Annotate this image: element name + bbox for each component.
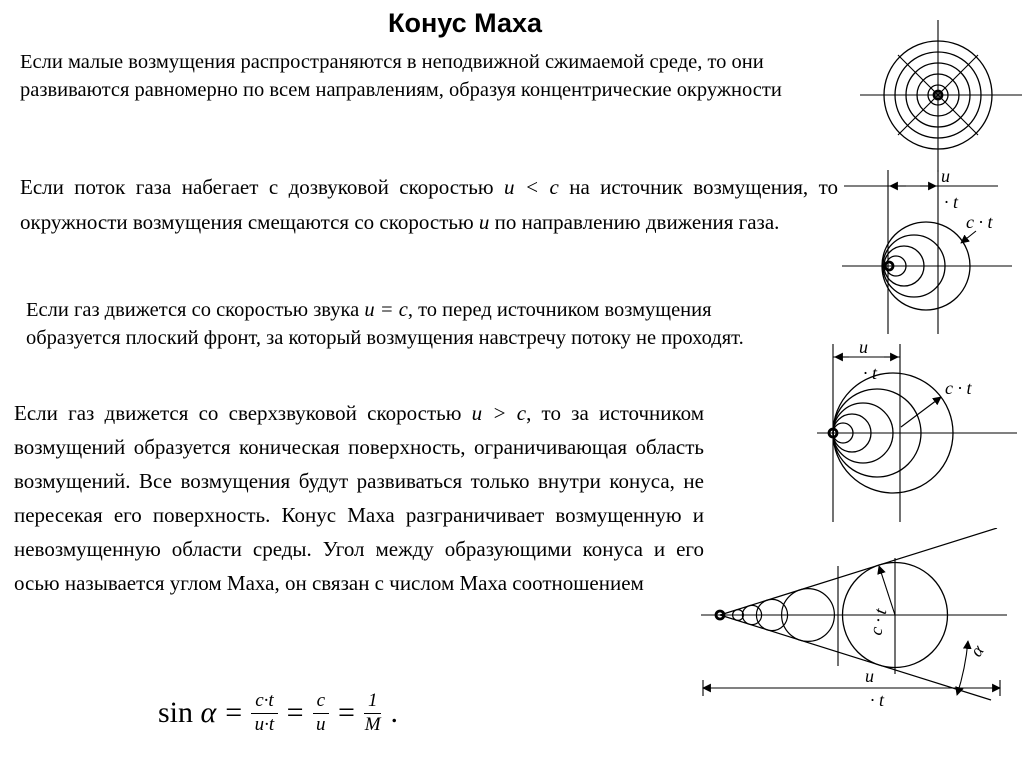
- fraction-ct-ut: [251, 690, 277, 737]
- math-run: u < c: [503, 175, 559, 199]
- equals-sign: =: [338, 696, 355, 730]
- fraction-denominator: u: [316, 713, 326, 735]
- paragraph-supersonic: [14, 396, 704, 600]
- fraction-numerator: c·t: [251, 690, 277, 714]
- equals-sign: =: [286, 696, 304, 730]
- math-run: u > c: [471, 401, 527, 425]
- sin-label: sin: [158, 696, 201, 730]
- t-label: · t: [870, 690, 885, 710]
- t-label: · t: [863, 363, 878, 383]
- period: .: [390, 696, 398, 730]
- page-title: Конус Маха: [387, 8, 542, 38]
- fraction-numerator: c: [313, 690, 329, 714]
- text-run: на источник возмущения, то окружности возмущения смещаются со скоростью: [20, 175, 838, 234]
- diagram-sonic-flow: [815, 340, 1020, 528]
- fraction-1-M: [364, 690, 382, 737]
- fraction-denominator: u·t: [254, 713, 275, 735]
- math-run: u: [478, 210, 490, 234]
- math-run: u = c: [364, 299, 408, 321]
- text-run: по направлению движения газа.: [489, 210, 780, 234]
- ct-radius-arrow-icon: [961, 231, 976, 243]
- diagram-subsonic-flow: [840, 168, 1024, 336]
- equals-sign: =: [225, 696, 243, 730]
- fraction-c-u: [313, 690, 329, 737]
- ct-label: c · t: [966, 212, 993, 232]
- cone-generator-top: [720, 528, 997, 615]
- text-run: Если поток газа набегает с дозвуковой скоростью: [20, 175, 504, 199]
- fraction-denominator: M: [364, 713, 381, 735]
- alpha-symbol: α: [200, 696, 217, 730]
- sin-alpha: [158, 696, 216, 730]
- text-run: Если газ движется со скоростью звука: [26, 299, 365, 321]
- diagram-stationary-source: [858, 18, 1024, 176]
- fraction-numerator: 1: [364, 690, 382, 714]
- mach-angle-formula: [158, 690, 398, 737]
- ct-label: c · t: [945, 378, 972, 398]
- paragraph-subsonic: [20, 170, 838, 240]
- u-label: u: [859, 340, 868, 357]
- text-run: Если малые возмущения распространяются в неподвижной сжимаемой среде, то они развиваются равномерно по всем направлениям, образуя концентрические окружности: [20, 51, 782, 101]
- cone-generator-bottom: [720, 615, 991, 700]
- paragraph-sonic: [26, 296, 754, 352]
- diagram-mach-cone: [695, 528, 1024, 767]
- u-label: u: [941, 168, 950, 186]
- text-run: Если газ движется со сверхзвуковой скоростью: [14, 401, 472, 425]
- paragraph-stationary-medium: [20, 48, 820, 104]
- u-label: u: [865, 666, 874, 686]
- t-label: · t: [944, 192, 959, 212]
- text-run: , то перед источником возмущения образуется плоский фронт, за который возмущения навстречу потоку не проходят.: [26, 299, 744, 349]
- alpha-label: α: [965, 641, 988, 661]
- ct-radius-arrow-icon: [879, 566, 895, 615]
- text-run: , то за источником возмущений образуется коническая поверхность, ограничивающая область возмущений. Все возмущения будут развиваться только внутри конуса, не пересекая его поверхность. Конус Маха разграничивает возмущенную и невозмущенную области среды. Угол между образующими конуса и его осью называется углом Маха, он связан с числом Маха соотношением: [14, 401, 705, 595]
- ct-label: c · t: [865, 606, 891, 637]
